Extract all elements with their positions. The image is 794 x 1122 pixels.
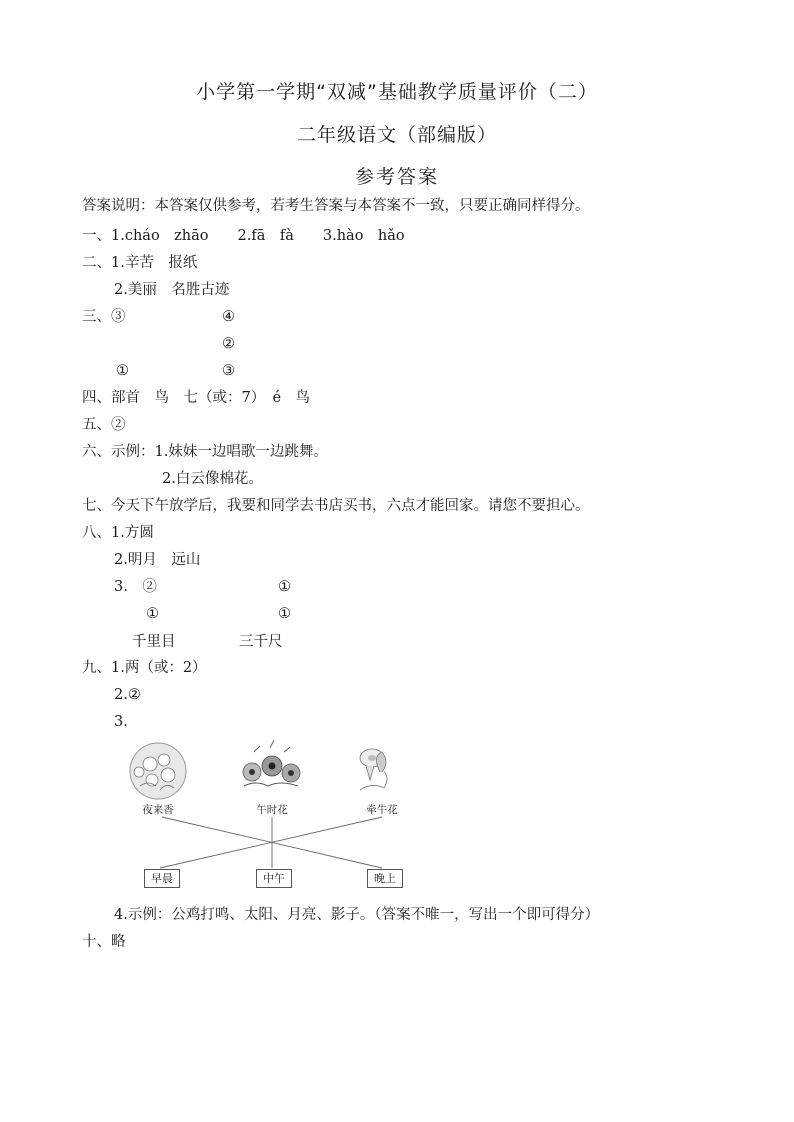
answer-q3-c3b: ③ [222,363,235,379]
answer-q8-line5b: 三千尺 [239,634,283,650]
answer-q3-label: 三、③ [82,309,126,325]
answer-q9-line1: 九、1.两（或：2） [82,660,207,676]
page-subtitle: 二年级语文（部编版） [296,124,497,146]
answer-q1: 一、1.cháo zhāo 2.fā fà 3.hào hǎo [82,228,405,244]
answer-q6-line1: 六、示例：1.妹妹一边唱歌一边跳舞。 [82,444,328,460]
flower-label-1: 夜来香 [142,804,174,816]
time-box-3: 晚上 [367,869,403,888]
answer-q8-line2: 2.明月 远山 [114,552,201,568]
answer-q3-c3a: ① [116,363,129,379]
purslane-illustration [243,740,300,786]
page-title: 小学第一学期“双减”基础教学质量评价（二） [196,81,598,103]
answer-q8-line4a: ① [146,606,159,622]
answer-q6-line2: 2.白云像棉花。 [162,471,263,487]
flower-label-2: 午时花 [256,804,288,816]
answer-q8-line1: 八、1.方圆 [82,525,154,541]
morning-glory-illustration [360,749,387,790]
answer-q9-line2: 2.② [114,687,141,703]
evening-primrose-illustration [130,743,186,799]
answer-q8-line5a: 千里目 [132,634,176,650]
answer-note: 答案说明：本答案仅供参考，若考生答案与本答案不一致，只要正确同样得分。 [82,198,590,214]
answer-heading: 参考答案 [354,166,439,188]
answer-q3-c2: ② [222,336,235,352]
time-box-2: 中午 [256,869,292,888]
answer-q4: 四、部首 鸟 七（或：7） é 鸟 [82,390,311,406]
answer-q5: 五、② [82,417,126,433]
answer-q8-line3b: ① [278,579,291,595]
answer-q3-c1: ④ [222,309,235,325]
answer-q2-line1: 二、1.辛苦 报纸 [82,255,198,271]
answer-q8-line3a: 3. ② [114,579,157,595]
answer-q9-line3: 3. [114,714,128,730]
flower-label-3: 牵牛花 [366,804,398,816]
answer-q7: 七、今天下午放学后，我要和同学去书店买书，六点才能回家。请您不要担心。 [82,498,590,514]
answer-q10: 十、略 [82,934,126,950]
time-box-1: 早晨 [144,869,180,888]
answer-q9-line4: 4.示例：公鸡打鸣、太阳、月亮、影子。（答案不唯一，写出一个即可得分） [114,907,600,923]
answer-q2-line2: 2.美丽 名胜古迹 [114,282,230,298]
answer-q8-line4b: ① [278,606,291,622]
